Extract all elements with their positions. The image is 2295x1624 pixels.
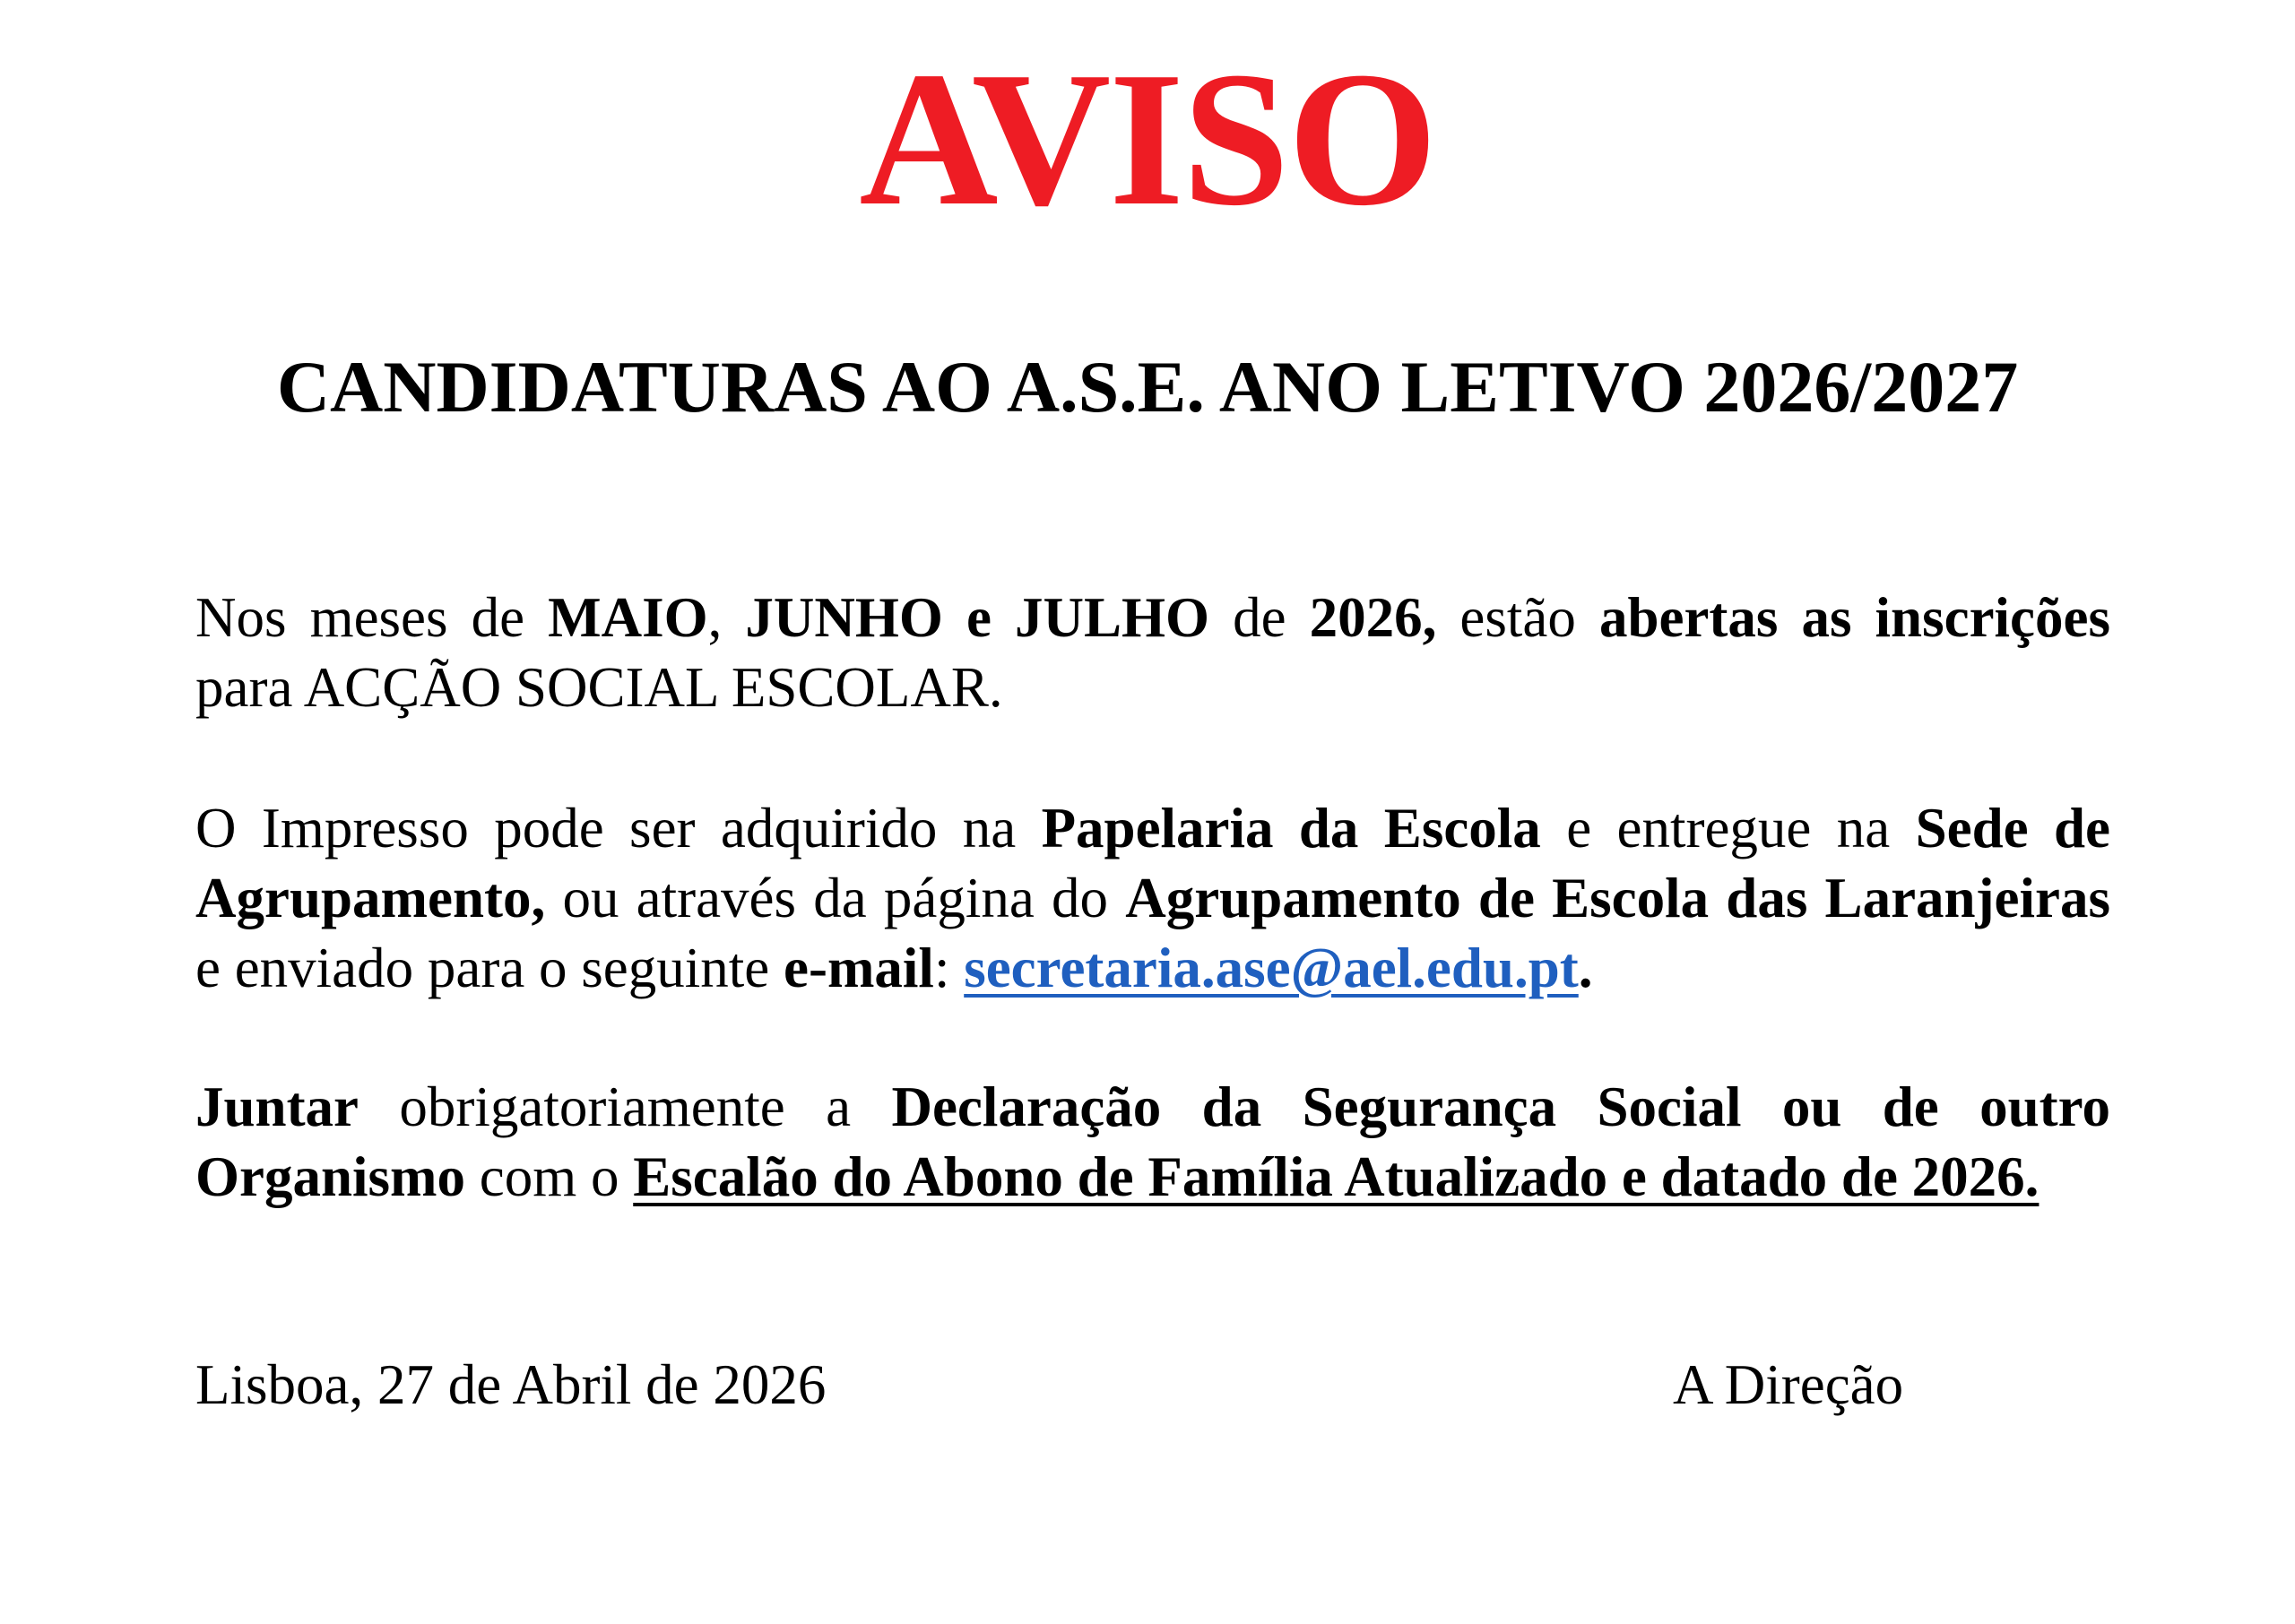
months-rest: JUNHO e JULHO (745, 586, 1210, 649)
enrollment-open: abertas as inscrições (1598, 586, 2110, 649)
declaration-name: Declaração da Segurança Social ou de outro Organismo (195, 1075, 2110, 1208)
paragraph-required-documents (195, 1072, 2110, 1212)
text-segment: com o (465, 1145, 634, 1208)
place-date: Lisboa, 27 de Abril de 2026 (195, 1353, 827, 1416)
school-name: Agrupamento de Escola das Laranjeiras (1125, 867, 2111, 929)
text-segment: ou através da página do (545, 867, 1126, 929)
program-name: ACÇÃO SOCIAL ESCOLAR. (303, 656, 1003, 719)
paragraph-enrollment-period (195, 583, 2110, 722)
text-segment: Nos meses de (195, 586, 549, 649)
email-link[interactable]: secretaria.ase@ael.edu.pt (964, 937, 1579, 999)
text-segment: de (1209, 586, 1310, 649)
email-label: e-mail (784, 937, 934, 999)
office-name: Sede de Agrupamento, (195, 797, 2111, 929)
benefit-bracket: Escalão do Abono de Família Atualizado e datado de 2026. (633, 1145, 2040, 1208)
text-segment: O Impresso pode ser adquirido na (195, 797, 1042, 860)
text-segment: e entregue na (1540, 797, 1916, 860)
months-first: MAIO (548, 586, 708, 649)
notice-subtitle: CANDIDATURAS AO A.S.E. ANO LETIVO 2026/2027 (276, 346, 2019, 428)
text-segment: . (1578, 937, 1593, 999)
text-segment: , (707, 586, 746, 649)
join-label: Juntar (195, 1075, 359, 1138)
text-segment: obrigatoriamente a (359, 1075, 892, 1138)
notice-title: AVISO (859, 31, 1436, 246)
enrollment-year: 2026, (1309, 586, 1437, 649)
paragraph-form-submission (195, 793, 2110, 1003)
text-segment: para (195, 656, 304, 719)
shop-name: Papelaria da Escola (1041, 797, 1541, 860)
text-segment: e enviado para o seguinte (195, 937, 784, 999)
text-segment: : (933, 937, 965, 999)
signature: A Direção (1673, 1353, 1904, 1416)
text-segment: estão (1436, 586, 1599, 649)
